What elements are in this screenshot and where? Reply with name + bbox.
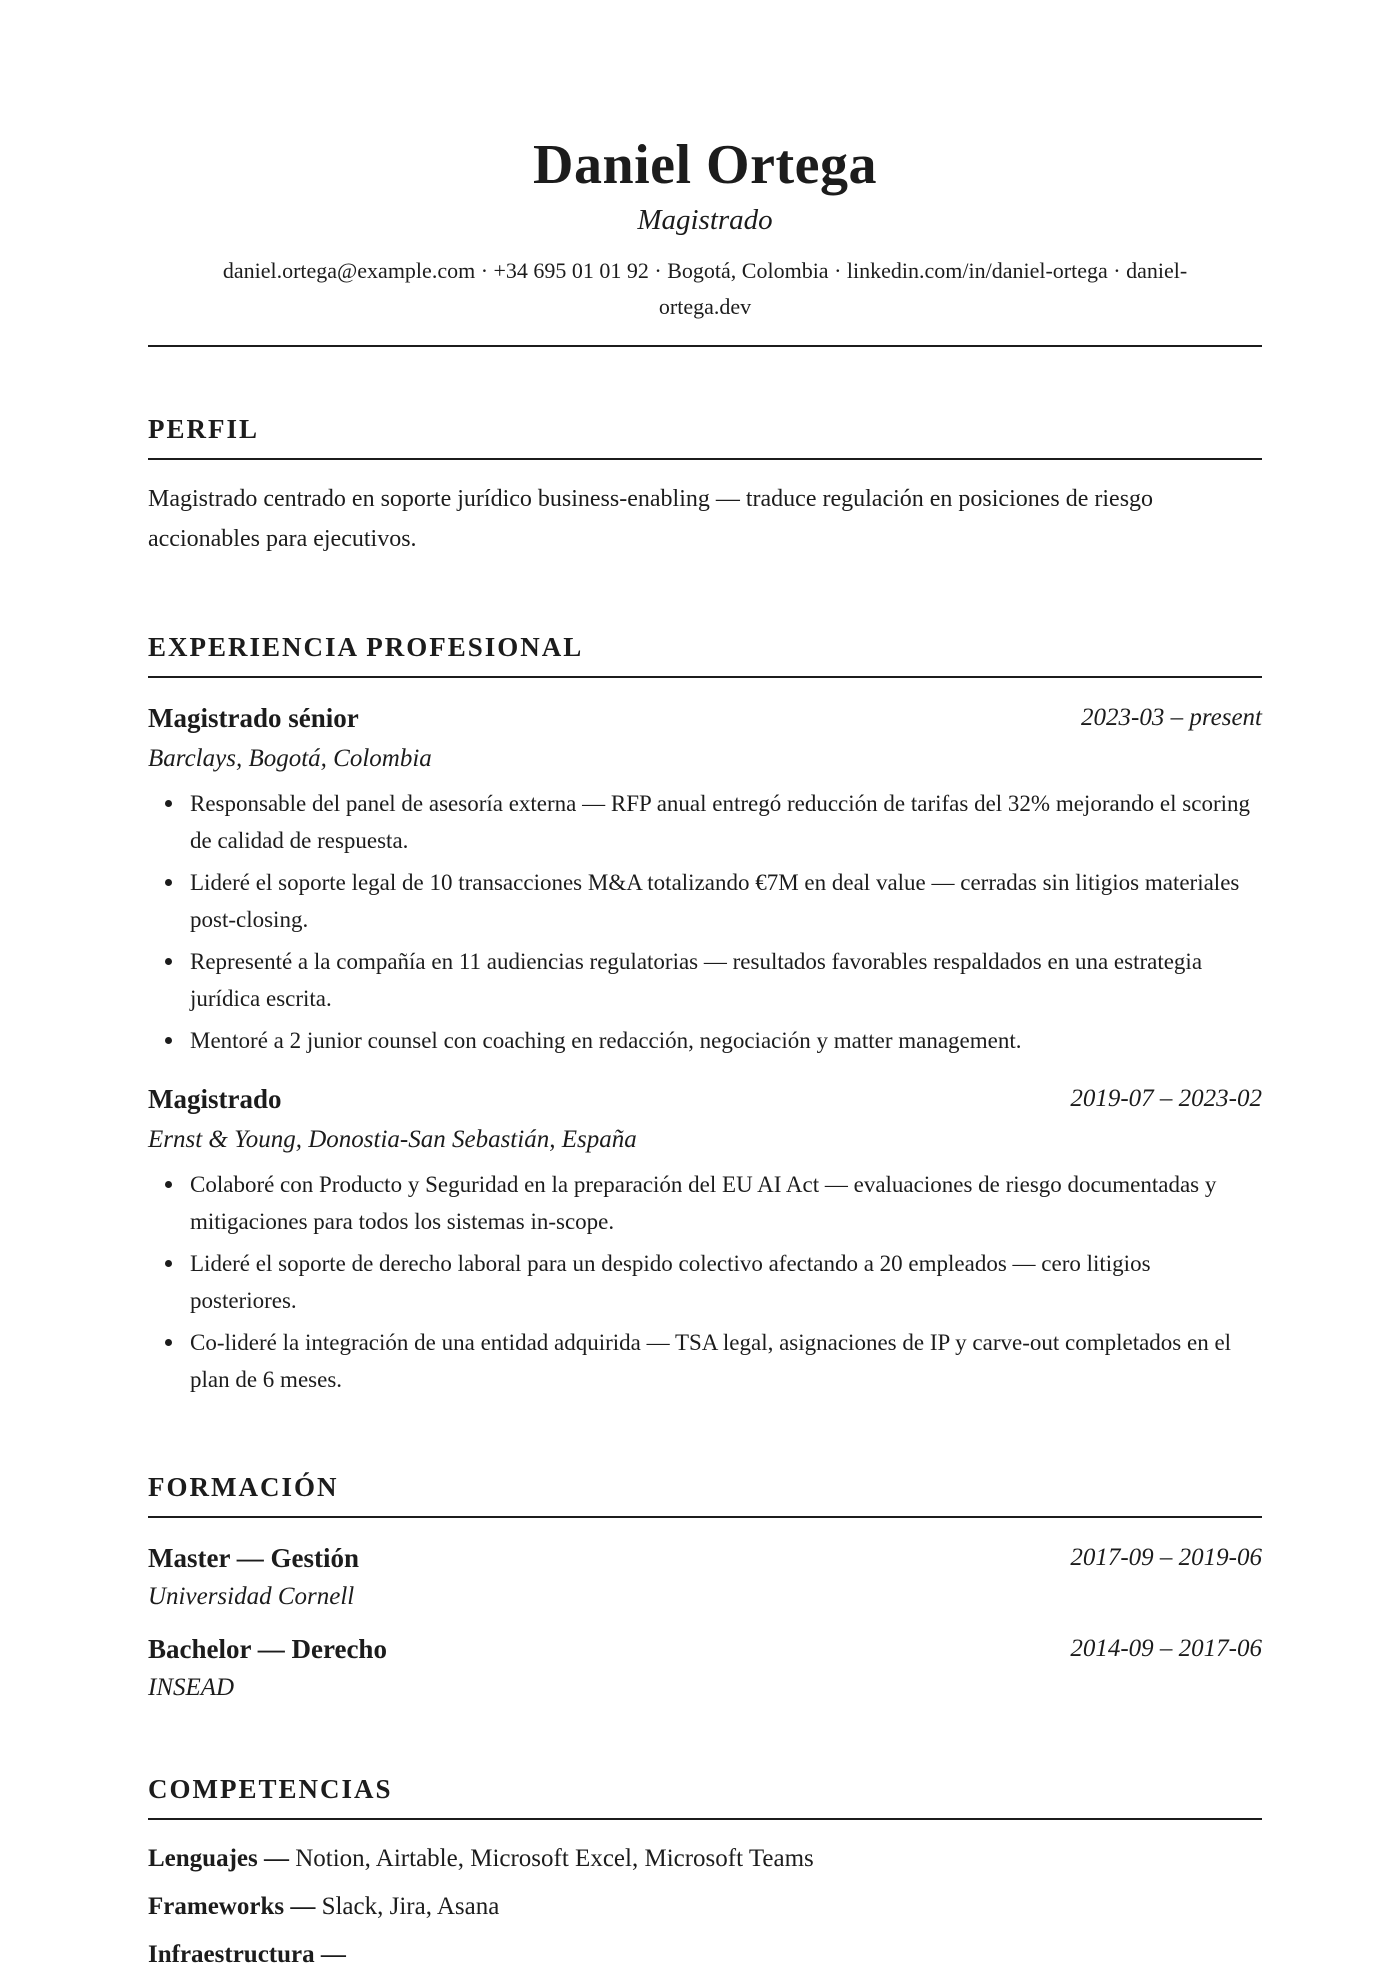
section-title-formacion: FORMACIÓN <box>148 1472 339 1502</box>
list-item <box>148 1245 1262 1319</box>
list-item <box>148 1022 1262 1059</box>
degree-title: Bachelor — Derecho <box>148 1634 387 1664</box>
institution: INSEAD <box>148 1674 235 1701</box>
section-divider <box>148 458 1262 460</box>
bullet-icon <box>165 1037 172 1044</box>
contact-line: ortega.dev <box>658 294 752 319</box>
job-header <box>148 700 1262 736</box>
institution: Universidad Cornell <box>148 1583 355 1610</box>
bullet-text: Lideré el soporte de derecho laboral para un despido colectivo afectando a 20 empleados — cero litigios posteriores. <box>190 1251 1151 1313</box>
skill-value: Notion, Airtable, Microsoft Excel, Microsoft Teams <box>288 1845 814 1872</box>
list-item <box>148 785 1262 859</box>
bullet-text: Mentoré a 2 junior counsel con coaching en redacción, negociación y matter management. <box>190 1028 1022 1053</box>
bullet-icon <box>165 879 172 886</box>
skill-row <box>148 1889 1262 1925</box>
education-header <box>148 1540 1262 1576</box>
bullet-icon <box>165 1260 172 1267</box>
list-item <box>148 943 1262 1017</box>
job-dates: 2019-07 – 2023-02 <box>1070 1085 1262 1112</box>
bullet-icon <box>165 800 172 807</box>
job-dates: 2023-03 – present <box>1081 704 1262 731</box>
education-header <box>148 1631 1262 1667</box>
job-organization: Ernst & Young, Donostia-San Sebastián, España <box>148 1126 637 1153</box>
bullet-icon <box>165 1339 172 1346</box>
skill-value: Slack, Jira, Asana <box>315 1893 500 1920</box>
candidate-name: Daniel Ortega <box>533 134 877 196</box>
degree-title: Master — Gestión <box>148 1543 359 1573</box>
education-dates: 2014-09 – 2017-06 <box>1070 1635 1262 1662</box>
job-title: Magistrado <box>148 1084 282 1114</box>
skill-label: Frameworks — <box>148 1893 316 1920</box>
candidate-role: Magistrado <box>637 204 773 236</box>
bullet-text: Representé a la compañía en 11 audiencias regulatorias — resultados favorables respaldados en una estrategia jurídica escrita. <box>190 949 1203 1011</box>
skill-row <box>148 1841 1262 1877</box>
skill-label: Infraestructura — <box>148 1941 346 1968</box>
profile-summary: Magistrado centrado en soporte jurídico business-enabling — traduce regulación en posiciones de riesgo accionables para ejecutivos. <box>148 486 1154 552</box>
bullet-text: Responsable del panel de asesoría externa — RFP anual entregó reducción de tarifas del 32% mejorando el scoring de calidad de respuesta. <box>190 791 1250 853</box>
skill-label: Lenguajes — <box>148 1845 289 1872</box>
section-title-perfil: PERFIL <box>148 414 260 444</box>
job-achievements <box>148 1166 1262 1403</box>
job-title: Magistrado sénior <box>148 703 359 733</box>
bullet-icon <box>165 1181 172 1188</box>
header-divider <box>148 345 1262 347</box>
job-organization: Barclays, Bogotá, Colombia <box>148 745 432 772</box>
contact-info <box>148 253 1262 325</box>
section-divider <box>148 1516 1262 1518</box>
section-title-competencias: COMPETENCIAS <box>148 1774 393 1804</box>
list-item <box>148 1166 1262 1240</box>
education-dates: 2017-09 – 2019-06 <box>1070 1544 1262 1571</box>
skill-row <box>148 1937 1262 1973</box>
list-item <box>148 864 1262 938</box>
section-divider <box>148 1818 1262 1820</box>
section-divider <box>148 676 1262 678</box>
contact-line: daniel.ortega@example.com · +34 695 01 01 92 · Bogotá, Colombia · linkedin.com/in/daniel-ortega · daniel- <box>222 258 1188 283</box>
list-item <box>148 1324 1262 1398</box>
bullet-icon <box>165 958 172 965</box>
job-header <box>148 1081 1262 1117</box>
bullet-text: Lideré el soporte legal de 10 transacciones M&A totalizando €7M en deal value — cerradas sin litigios materiales post-closing. <box>190 870 1240 932</box>
bullet-text: Co-lideré la integración de una entidad adquirida — TSA legal, asignaciones de IP y carve-out completados en el plan de 6 meses. <box>190 1330 1232 1392</box>
section-title-experiencia: EXPERIENCIA PROFESIONAL <box>148 632 584 662</box>
job-achievements <box>148 785 1262 1064</box>
bullet-text: Colaboré con Producto y Seguridad en la preparación del EU AI Act — evaluaciones de riesgo documentadas y mitigaciones para todos los sistemas in-scope. <box>190 1172 1217 1234</box>
